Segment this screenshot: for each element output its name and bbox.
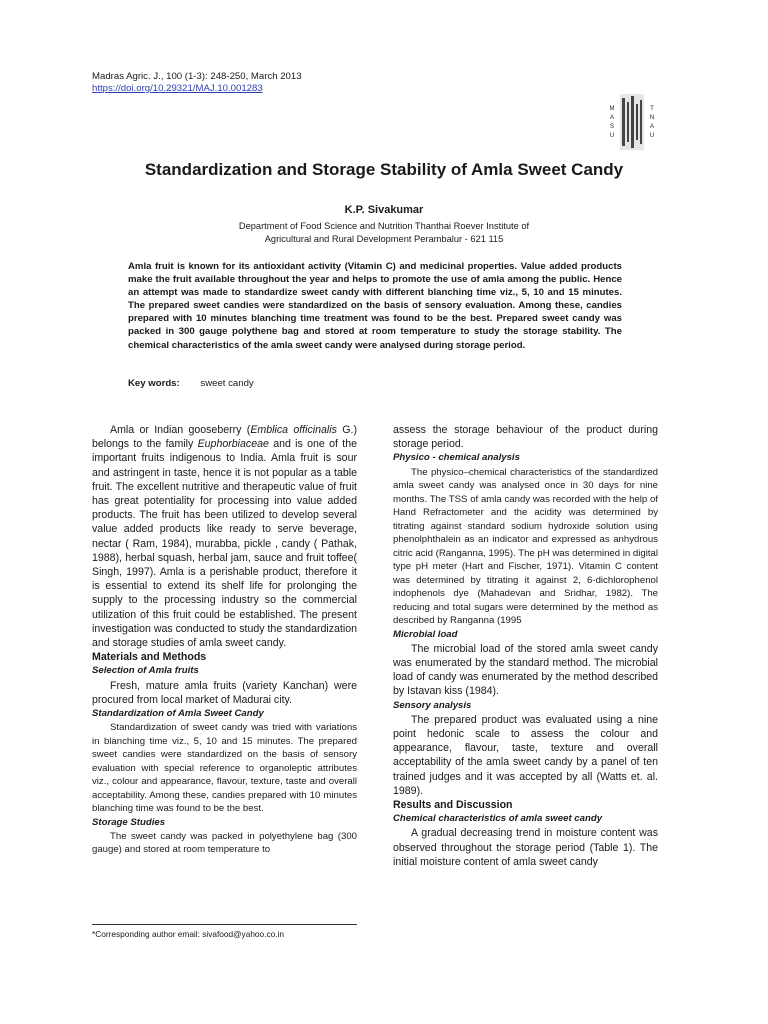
sensory-paragraph: The prepared product was evaluated using a nine point hedonic scale to assess the colour and appearance, flavour, taste, texture and overall acceptability of the amla sweet candy by a panel of ten trained judges and it was accepted by all (Watts et. al. 1989). — [393, 713, 658, 797]
logo-letter-right-3: A — [649, 124, 655, 130]
right-column — [393, 423, 658, 869]
corresponding-author-footnote: *Corresponding author email: sivafood@yahoo.co.in — [92, 929, 284, 939]
subheading-physico-chemical: Physico - chemical analysis — [393, 452, 520, 464]
logo-letter-right-1: T — [650, 106, 654, 112]
journal-header — [92, 71, 302, 95]
subheading-storage: Storage Studies — [92, 816, 166, 828]
keywords-value: sweet candy — [200, 378, 254, 389]
physico-paragraph: The physico–chemical characteristics of the standardized amla sweet candy was analysed once in 30 days for nine months. The TSS of amla candy was recorded with the help of Hand Refractometer and the acidity was determined by titrating against standard sodium hydroxide solution using phenolphthalein as an indicator and expressed as anhydrous citric acid (Ranganna, 1995). The pH was determined in digital type pH meter (Hart and Fischer, 1971). Vitamin C content was determined by titrating it against 2, 6-dichlorophenol indophenols dye (Mahadevan and Sridhar, 1982). The reducing and total sugars were determined by the method as described by Ranganna (1995 — [393, 466, 658, 627]
selection-paragraph: Fresh, mature amla fruits (variety Kanchan) were procured from local market of Madurai city. — [92, 679, 357, 706]
paper-title: Standardization and Storage Stability of Amla Sweet Candy — [144, 160, 624, 179]
keywords — [128, 378, 254, 389]
journal-logo — [604, 90, 660, 154]
microbial-paragraph: The microbial load of the stored amla sweet candy was enumerated by the standard method. The microbial load of candy was enumerated by the method described by Istavan kiss (1984). — [393, 642, 658, 698]
storage-paragraph: The sweet candy was packed in polyethylene bag (300 gauge) and stored at room temperature to — [92, 830, 357, 856]
subheading-sensory: Sensory analysis — [393, 699, 472, 711]
continued-paragraph: assess the storage behaviour of the product during storage period. — [393, 424, 658, 451]
doi-link[interactable]: https://doi.org/10.29321/MAJ.10.001283 — [92, 83, 263, 94]
journal-reference: Madras Agric. J., 100 (1-3): 248-250, March 2013 — [92, 71, 302, 82]
abstract: Amla fruit is known for its antioxidant activity (Vitamin C) and medicinal properties. Value added products make the fruit available throughout the year and helps to promote the use of amla among the public. Hence an attempt was made to standardize sweet candy with different blanching time viz., 5, 10 and 15 minutes. The prepared sweet candies were standardized on the basis of sensory evaluation. Among these, candies prepared with 10 minutes blanching time treatment was found to be the best. Prepared sweet candy was packed in 300 gauge polythene bag and stored at room temperature to study the storage stability. The chemical characteristics of the amla sweet candy were analysed during storage period. — [128, 261, 622, 351]
logo-letter-right-2: N — [649, 115, 655, 121]
logo-letter-left-3: S — [609, 124, 615, 130]
left-column — [92, 423, 357, 857]
logo-letter-left-4: U — [609, 133, 615, 139]
intro-paragraph: Amla or Indian gooseberry (Emblica officinalis G.) belongs to the family Euphorbiaceae and is one of the important fruits indigenous to India. Amla fruit is sour and astringent in taste, hence it is not popular as a table fruit. The excellent nutritive and therapeutic value of fruit has great potentiality for processing into value added products. The fruit has been utilized to develop several value added products like ready to serve beverage, nectar ( Ram, 1984), murabba, pickle , candy ( Pathak, 1988), herbal squash, herbal jam, sauce and fruit toffee( Singh, 1997). Amla is a perishable product, therefore it is essential to extend its shelf life for prolonging the supply to the processing industry so the commercial utilization of this fruit could be established. The present investigation was conducted to study the standardization and storage studies of amla sweet candy. — [92, 424, 358, 650]
heading-results-discussion: Results and Discussion — [393, 799, 513, 812]
logo-letter-right-4: U — [649, 133, 655, 139]
affiliation-line-1: Department of Food Science and Nutrition Thanthai Roever Institute of — [238, 221, 530, 231]
keywords-label: Key words: — [128, 378, 180, 389]
footnote-divider — [92, 924, 357, 925]
logo-letter-left-2: A — [609, 115, 615, 121]
subheading-standardization: Standardization of Amla Sweet Candy — [92, 708, 264, 720]
subheading-selection: Selection of Amla fruits — [92, 665, 199, 677]
subheading-chemical-characteristics: Chemical characteristics of amla sweet candy — [393, 813, 603, 825]
author-name: K.P. Sivakumar — [344, 204, 424, 216]
affiliation-line-2: Agricultural and Rural Development Perambalur - 621 115 — [264, 233, 504, 244]
heading-materials-methods: Materials and Methods — [92, 651, 207, 664]
subheading-microbial: Microbial load — [393, 628, 458, 640]
chemical-paragraph: A gradual decreasing trend in moisture content was observed throughout the storage period (Table 1). The initial moisture content of amla sweet candy — [393, 827, 658, 868]
logo-letter-left-1: M — [609, 106, 615, 112]
affiliation — [0, 220, 768, 245]
standardization-paragraph: Standardization of sweet candy was tried with variations in blanching time viz., 5, 10 and 15 minutes. The prepared sweet candies were standardized on the basis of sensory evaluation with special reference to organoleptic attributes viz., colour and appearance, flavour, texture, taste and overall acceptability. Among these, candies prepared with 10 minutes blanching time was found to be the best. — [92, 722, 357, 815]
